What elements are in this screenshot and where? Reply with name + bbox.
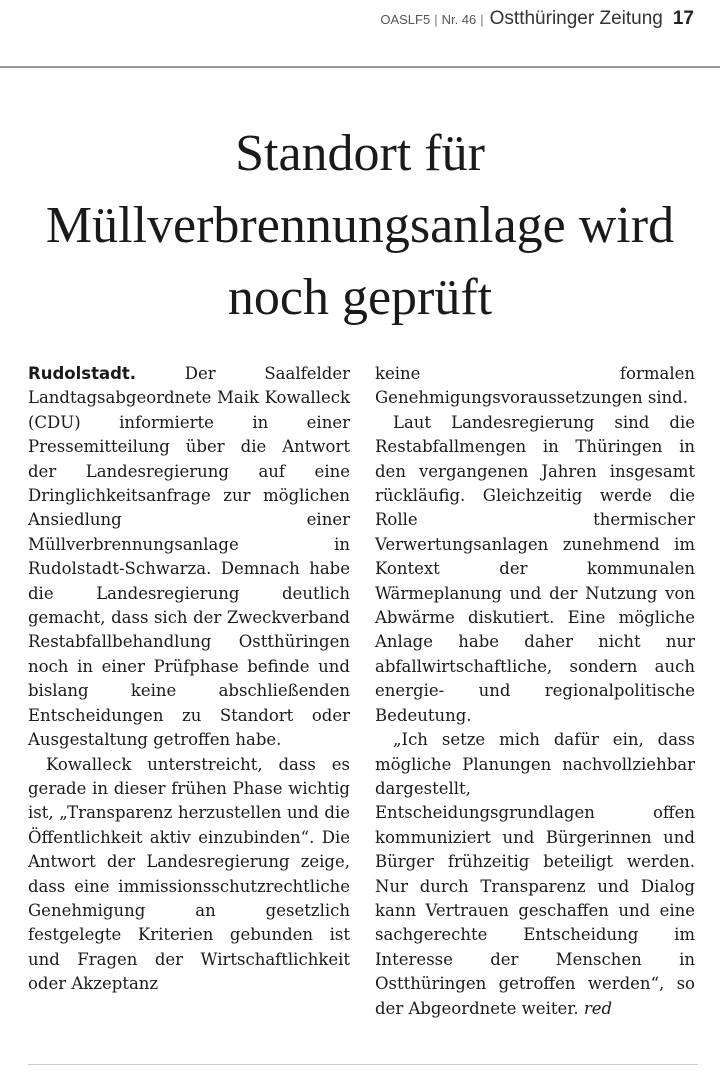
- dateline: Rudolstadt.: [28, 364, 137, 383]
- article-column-left: [28, 362, 350, 997]
- paragraph: [375, 728, 695, 1021]
- page-header: [0, 0, 720, 40]
- footer-rule: [28, 1064, 698, 1065]
- paragraph: Laut Landesregierung sind die Restabfallmengen in Thüringen in den vergangenen Jahren insgesamt rückläufig. Gleichzeitig werde die Rolle thermischer Verwertungsanlagen zunehmend im Kontext der kommunalen Wärmeplanung und der Nutzung von Abwärme diskutiert. Eine mögliche Anlage habe daher nicht nur abfallwirtschaftliche, sondern auch energie- und regionalpolitische Bedeutung.: [375, 412, 695, 725]
- separator: |: [434, 12, 438, 27]
- newspaper-name: Ostthüringer Zeitung: [489, 8, 663, 29]
- paragraph-text: Der Saalfelder Landtagsabgeordnete Maik Kowalleck (CDU) informierte in einer Pressemitteilung über die Antwort der Landesregierung auf eine Dringlichkeitsanfrage zur möglichen Ansiedlung einer Müllverbrennungsanlage in Rudolstadt-Schwarza. Demnach habe die Landesregierung deutlich gemacht, dass sich der Zweckverband Restabfallbehandlung Ostthüringen noch in einer Prüfphase befinde und bislang keine abschließenden Entscheidungen zu Standort oder Ausgestaltung getroffen habe.: [28, 364, 351, 750]
- page-number: 17: [672, 8, 694, 29]
- author-initials: red: [583, 998, 613, 1018]
- headline: Standort für Müllverbrennungsanlage wird noch geprüft: [45, 125, 675, 326]
- paragraph: [28, 362, 350, 753]
- issue-number: Nr. 46: [441, 12, 477, 27]
- header-rule: [0, 66, 720, 68]
- paragraph-text: „Ich setze mich dafür ein, dass mögliche Planungen nachvollziehbar dargestellt, Entscheidungsgrundlagen offen kommuniziert und Bürgerinnen und Bürger frühzeitig beteiligt werden. Nur durch Transparenz und Dialog kann Vertrauen geschaffen und eine sachgerechte Entscheidung im Interesse der Menschen in Ostthüringen getroffen werden“, so der Abgeordnete weiter.: [375, 730, 695, 1018]
- article-column-right: [375, 362, 695, 1021]
- header-line: [380, 8, 694, 30]
- paragraph: keine formalen Genehmigungsvoraussetzungen sind.: [375, 364, 695, 408]
- paragraph: Kowalleck unterstreicht, dass es gerade in dieser frühen Phase wichtig ist, „Transparenz herzustellen und die Öffentlichkeit aktiv einzubinden“. Die Antwort der Landesregierung zeige, dass eine immissionsschutzrechtliche Genehmigung an gesetzlich festgelegte Kriterien gebunden ist und Fragen der Wirtschaftlichkeit oder Akzeptanz: [28, 754, 350, 994]
- edition-code: OASLF5: [380, 12, 431, 27]
- separator: |: [480, 12, 484, 27]
